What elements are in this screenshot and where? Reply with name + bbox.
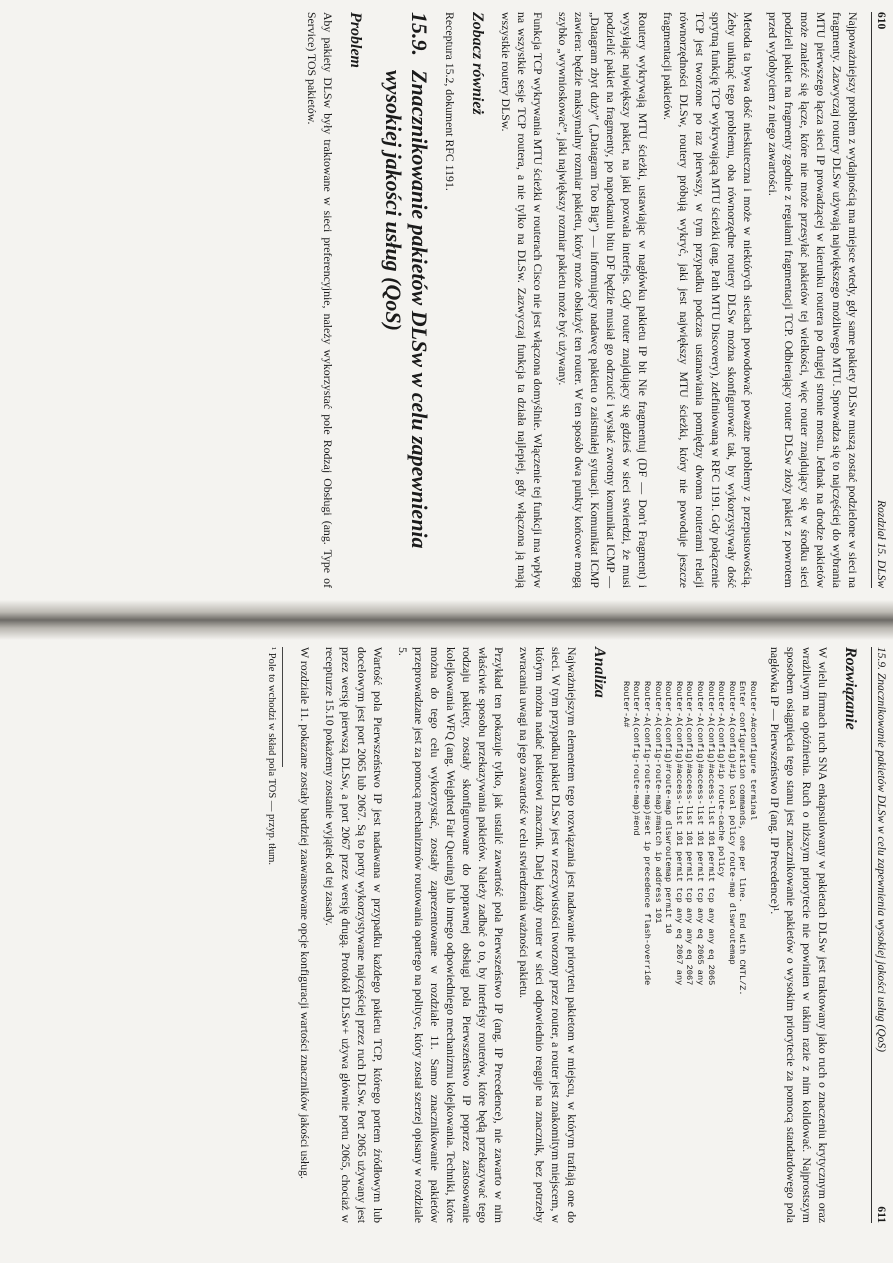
footnote: ¹ Pole to wchodzi w skład pola TOS — przyp. tłum. — [266, 647, 278, 865]
page-610 — [53, 0, 893, 600]
page-number: 610 — [875, 12, 887, 30]
solution-text: W wielu firmach ruch SNA enkapsulowany w pakietach DLSw jest traktowany jako ruch o znaczeniu krytycznym oraz wrażliwym na opóźnienia. Ruch o niższym priorytecie nie powinien w takim razie z nim kolidować. Najprostszym sposobem osiągnięcia tego stanu jest znacznikowanie pakietów o wysokim priorytecie za pomocą standardowego pola nagłówka IP — Pierwszeństwo IP (ang. IP Precedence)¹. — [768, 647, 830, 1223]
code-line: Router-A(config)#access-list 101 permit tcp any any eq 2065 — [705, 681, 716, 986]
paragraph: Routery wykrywają MTU ścieżki, ustawiając w nagłówku pakietu IP bit Nie fragmentuj (DF — Don't Fragment) i wysyłając największy pakiet, na jaki pozwala interfejs. Gdy router znajdujący się gdzieś w sieci stwierdzi, że musi podzielić pakiet na fragmenty, po napotkaniu bitu DF będzie musiał go odrzucić i wysłać zwrotny komunikat ICMP — „Datagram zbyt duży” („Datagram Too Big”) — informujący nadawcę pakietu o zaistniałej sytuacji. Komunikat ICMP zawiera: będzie maksymalny rozmiar pakietu, który może obsłużyć ten router. W ten sposób dwa punkty końcowe mogą szybko „wywnioskować”, jaki największy rozmiar pakietu może być używany. — [556, 12, 650, 588]
recipe-heading — [380, 12, 432, 588]
running-head-title: Rozdział 15. DLSw — [875, 500, 887, 588]
see-also-text: Receptura 15.2, dokument RFC 1191. — [443, 12, 457, 191]
running-head-title: 15.9. Znacznikowanie pakietów DLSw w celu zapewnienia wysokiej jakości usług (QoS) — [875, 647, 887, 1053]
code-line: Router-A(config)#access-list 101 permit tcp any eq 2065 any — [695, 681, 706, 986]
code-line: Router-A(config)#ip route-cache policy — [716, 681, 727, 877]
code-line: Router-A#configure terminal — [748, 681, 758, 821]
footnote-divider — [282, 647, 283, 767]
paragraph: Najpoważniejszy problem z wydajnością ma miejsce wtedy, gdy same pakiety DLSw muszą zostać podzielone w sieci na fragmenty. Zazwyczaj routery DLSw używają największego możliwego MTU. Sprowadza się to najczęściej do wybrania MTU pierwszego łącza sieci IP prowadzącej w kierunku routera po drugiej stronie mostu. Jednak na drodze pakietów może znaleźć się łącze, które nie może przesyłać pakietów tej wielkości, więc router znajdujący się w środku sieci podzieli pakiet na fragmenty zgodnie z regułami fragmentacji TCP. Odbierający router DLSw złoży pakiet z powrotem przed wydobyciem z niego zawartości. — [766, 12, 860, 588]
code-line: Router-A(config)#access-list 101 permit tcp any eq 2067 any — [673, 681, 684, 986]
recipe-title: Znacznikowanie pakietów DLSw w celu zapewnienia wysokiej jakości usług (QoS) — [381, 70, 432, 549]
analysis-heading: Analiza — [591, 647, 609, 698]
recipe-number: 15.9. — [407, 12, 432, 56]
code-line: Router-A# — [620, 681, 631, 728]
code-line: Enter configuration commands, one per line. End with CNTL/Z. — [737, 681, 748, 996]
see-also-heading: Zobacz również — [469, 12, 486, 115]
page-611 — [53, 635, 893, 1235]
code-line: Router-A(config-route-map)#set ip precedence flash-override — [642, 681, 653, 986]
problem-heading: Problem — [347, 12, 364, 68]
paragraph: Metoda ta bywa dość nieskuteczna i może w niektórych sieciach powodować poważne problemy z przepustowością. Żeby uniknąć tego problemu, oba równorzędne routery DLSw można skonfigurować tak, by wykorzystywały dość sprytną funkcję TCP wykrywającą MTU ścieżki (ang. Path MTU Discovery), zdefiniowaną w RFC 1191. Gdy połączenie TCP jest tworzone po raz pierwszy, w tym przypadku podczas ustanawiania pomiędzy dwoma routerami relacji równorzędności DLSw, routery próbują wykryć, jaki jest największy MTU ścieżki, który nie powoduje jeszcze fragmentacji pakietów. — [661, 12, 755, 588]
paragraph: Funkcja TCP wykrywania MTU ścieżki w routerach Cisco nie jest włączona domyślnie. Włączenie tej funkcji ma wpływ na wszystkie sesje TCP routera, a nie tylko na DLSw. Zazwyczaj funkcja ta działa najlepiej, gdy włączona ją mają wszystkie routery DLSw. — [499, 12, 545, 588]
code-listing — [620, 681, 758, 1223]
running-head — [871, 647, 893, 1223]
code-line: Router-A(config)#ip local policy route-map dlswroutemap — [726, 681, 737, 965]
paragraph: Wartość pola Pierwszeństwo IP jest nadawana w przypadku każdego pakietu TCP, którego portem źródłowym lub docelowym jest port 2065 lub 2067. Są to porty wykorzystywane najczęściej przez ruch DLSw. Port 2065 używany jest przez wersję pierwszą DLSw, a port 2067 przez wersję drugą. Protokół DLSw+ używa głównie portu 2065, chociaż w recepturze 15.10 pokażemy zostanie wyjątek od tej zasady. — [323, 647, 386, 1223]
book-gutter — [0, 600, 893, 640]
running-head — [871, 12, 893, 588]
paragraph: W rozdziale 11. pokazane zostały bardziej zaawansowane opcje konfiguracji wartości znaczników jakości usług. — [298, 647, 313, 1179]
problem-text: Aby pakiety DLSw były traktowane w sieci preferencyjnie, należy wykorzystać pole Rodzaj Obsługi (ang. Type of Service) TOS pakietów. — [305, 12, 335, 588]
paragraph: Najważniejszym elementem tego rozwiązania jest nadawanie priorytetu pakietom w miejscu, w którym trafiają one do sieci. W tym przypadku pakiet DLSw jest w rzeczywistości tworzony przez router, a router jest znakomitym miejscem, w którym można nadać pakietowi znacznik. Dalej każdy router w sieci odpowiednio reaguje na znacznik, bez potrzeby zwracania uwagi na jego zawartość w celu stwierdzenia ważności pakietu. — [517, 647, 580, 1223]
page-number: 611 — [875, 1206, 887, 1223]
code-line: Router-A(config-route-map)#match ip address 101 — [652, 681, 663, 924]
solution-heading: Rozwiązanie — [842, 647, 859, 730]
code-line: Router-A(config)#route-map dlswroutemap permit 10 — [663, 681, 674, 934]
code-line: Router-A(config-route-map)#end — [631, 681, 642, 836]
code-line: Router-A(config)#access-list 101 permit tcp any any eq 2067 — [684, 681, 695, 986]
paragraph: Przykład ten pokazuje tylko, jak ustalić zawartość pola Pierwszeństwo IP (ang. IP Precedence), nie zawarto w nim właściwie sposobu przekazywania pakietów. Należy zadbać o to, by interfejsy routerów, które będą przekazywać tego rodzaju pakiety, zostały skonfigurowane do poprawnej obsługi pola Pierwszeństwo IP poprzez zastosowanie kolejkowania WFQ (ang. Weighted Fair Queuing) lub innego odpowiedniego mechanizmu kolejkowania. Techniki, które można do tego celu wykorzystać, zostały zaprezentowane w rozdziale 11. Samo znacznikowanie pakietów przeprowadzane jest za pomocą mechanizmów routowania opartego na polityce, który został szerzej opisany w rozdziale 5. — [396, 647, 507, 1223]
